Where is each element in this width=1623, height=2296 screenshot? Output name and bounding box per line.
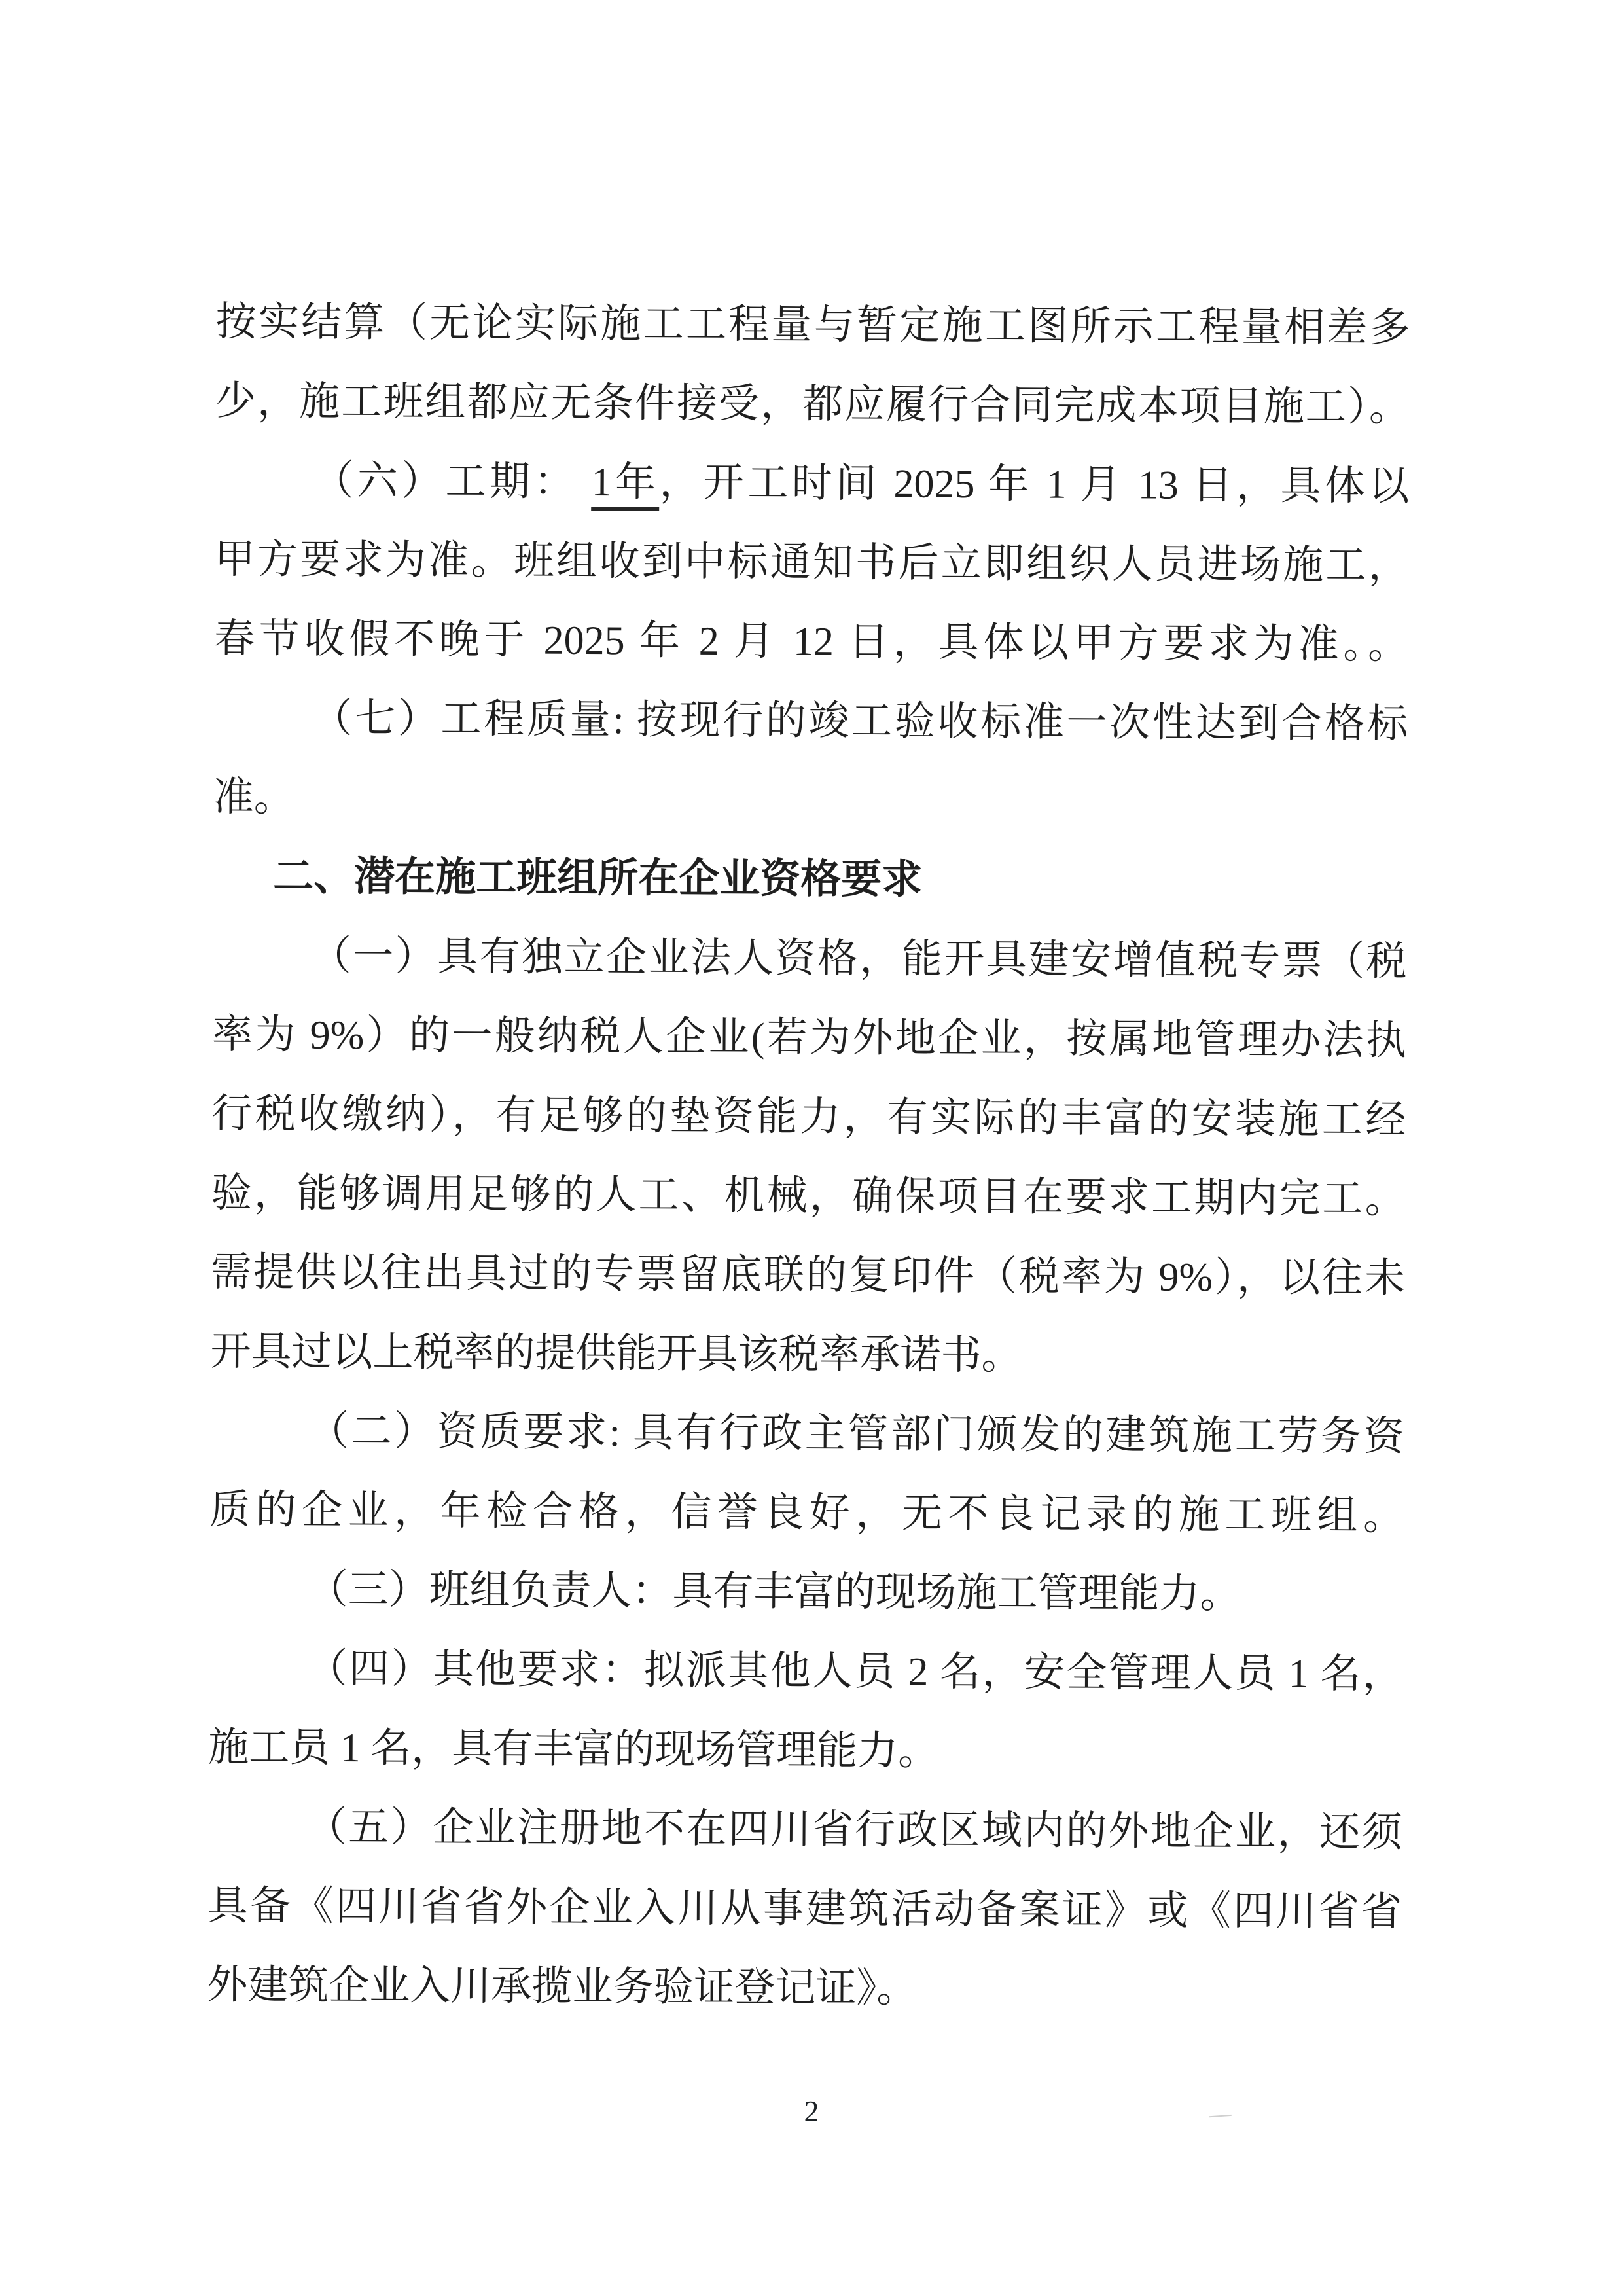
text-line: 率为 9%）的一般纳税人企业(若为外地企业，按属地管理办法执 <box>211 1012 1407 1064</box>
underlined-text: 1年 <box>592 460 660 511</box>
text-line: （六）工期： 1年，开工时间 2025 年 1 月 13 日，具体以 <box>215 441 1410 527</box>
text-line: 少，施工班组都应无条件接受，都应履行合同完成本项目施工）。 <box>215 378 1410 430</box>
text-line: 施工员 1 名，具有丰富的现场管理能力。 <box>208 1725 939 1774</box>
text-line: （七）工程质量: 按现行的竣工验收标准一次性达到合格标 <box>312 696 1408 747</box>
text-line: 外建筑企业入川承揽业务验证登记证》。 <box>207 1962 918 2011</box>
text-line: （四）其他要求：拟派其他人员 2 名，安全管理人员 1 名， <box>306 1646 1404 1697</box>
text-line: 准。 <box>213 774 295 820</box>
text-line: （二）资质要求: 具有行政主管部门颁发的建筑施工劳务资 <box>308 1408 1404 1460</box>
text-line: 具备《四川省省外企业入川从事建筑活动备案证》或《四川省省 <box>207 1883 1402 1935</box>
text-line: （三）班组负责人：具有丰富的现场施工管理能力。 <box>307 1567 1241 1617</box>
text-line: 开具过以上税率的提供能开具该税率承诺书。 <box>210 1329 1022 1378</box>
document-body <box>207 283 1410 2032</box>
text-line: 甲方要求为准。班组收到中标通知书后立即组织人员进场施工， <box>214 537 1409 588</box>
text-line: 按实结算（无论实际施工工程量与暂定施工图所示工程量相差多 <box>215 299 1410 351</box>
text-line: （一）具有独立企业法人资格，能开具建安增值税专票（税 <box>310 933 1407 984</box>
text-line: 需提供以往出具过的专票留底联的复印件（税率为 9%），以往未 <box>210 1249 1406 1301</box>
text-line: 春节收假不晚于 2025 年 2 月 12 日，具体以甲方要求为准。。 <box>213 616 1409 668</box>
text-line: （五）企业注册地不在四川省行政区域内的外地企业，还须 <box>306 1804 1402 1856</box>
section-heading: 二、潜在施工班组所在企业资格要求 <box>273 854 923 903</box>
text-line: 质的企业，年检合格，信誉良好，无不良记录的施工班组。 <box>209 1487 1404 1539</box>
text-line: 行税收缴纳），有足够的垫资能力，有实际的丰富的安装施工经 <box>211 1091 1406 1143</box>
text-line: 验，能够调用足够的人工、机械，确保项目在要求工期内完工。 <box>211 1170 1406 1222</box>
page-number: 2 <box>804 2094 819 2128</box>
